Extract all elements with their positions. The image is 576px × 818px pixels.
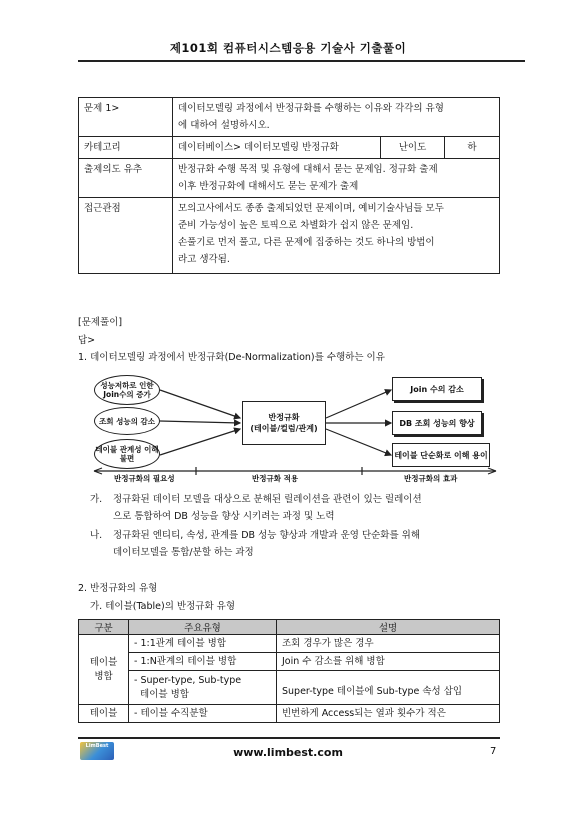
difficulty-value: 하 bbox=[445, 137, 500, 159]
approach-key: 접근관점 bbox=[79, 198, 173, 274]
denormalization-center-box bbox=[242, 401, 326, 445]
table-header-row bbox=[79, 620, 500, 635]
difficulty-label: 난이도 bbox=[381, 137, 445, 159]
arrow-left-3 bbox=[160, 429, 240, 455]
reason-marker: 나. bbox=[90, 530, 103, 541]
question-line: 에 대하여 설명하시오. bbox=[178, 120, 270, 131]
approach-row bbox=[79, 198, 500, 274]
question-key: 문제 1> bbox=[79, 98, 173, 137]
type-line: - Super-type, Sub-type bbox=[134, 674, 242, 686]
type-line: 테이블 병합 bbox=[134, 688, 189, 700]
column-header: 구분 bbox=[79, 620, 129, 635]
question-row bbox=[79, 98, 500, 137]
solution-heading: [문제풀이] bbox=[78, 317, 123, 328]
need-query-performance: 조회 성능의 감소 bbox=[94, 407, 160, 435]
reason-line: 정규화된 데이터 모델을 대상으로 분해된 릴레이션을 관련이 있는 릴레이션 bbox=[113, 494, 422, 505]
effect-table-simplification: 테이블 단순화로 이해 용이 bbox=[392, 443, 490, 467]
group-label: 테이블 bbox=[79, 705, 129, 723]
need-relation-understanding: 테이블 관계성 이해 불편 bbox=[94, 439, 160, 469]
effect-query-improvement: DB 조회 성능의 향상 bbox=[392, 411, 482, 435]
page-number: 7 bbox=[490, 746, 497, 757]
column-header: 설명 bbox=[277, 620, 500, 635]
center-subtitle: (테이블/컬럼/관계) bbox=[250, 424, 318, 433]
arrow-right-1 bbox=[326, 390, 391, 418]
table-denormalization-types bbox=[78, 619, 500, 723]
footer-url: www.limbest.com bbox=[233, 746, 343, 759]
approach-line: 라고 생각됨. bbox=[178, 254, 230, 265]
reason-text bbox=[113, 491, 422, 525]
denormalization-diagram bbox=[90, 373, 500, 485]
reason-line: 데이터모델을 통합/분할 하는 과정 bbox=[113, 547, 254, 558]
category-value: 데이터베이스> 데이터모델링 반정규화 bbox=[173, 137, 381, 159]
approach-value bbox=[173, 198, 500, 274]
group-label-line: 테이블 bbox=[89, 656, 118, 668]
arrow-left-2 bbox=[160, 421, 240, 423]
section1-title: 1. 데이터모델링 과정에서 반정규화(De-Normalization)를 수행하는 이유 bbox=[78, 352, 385, 363]
column-header: 주요유형 bbox=[129, 620, 277, 635]
reason-line: 으로 통합하여 DB 성능을 향상 시키려는 과정 및 노력 bbox=[113, 511, 335, 522]
section2-title: 2. 반정규화의 유형 bbox=[78, 583, 158, 594]
approach-line: 모의고사에서도 종종 출제되었던 문제이며, 예비기술사님들 모두 bbox=[178, 203, 444, 214]
desc-cell: Super-type 테이블에 Sub-type 속성 삽입 bbox=[277, 671, 500, 705]
approach-line: 손풀기로 먼저 풀고, 다른 문제에 집중하는 것도 하나의 방법이 bbox=[178, 237, 435, 248]
intent-value bbox=[173, 159, 500, 198]
section2-subtitle: 가. 테이블(Table)의 반정규화 유형 bbox=[90, 601, 236, 612]
arrow-right-3 bbox=[326, 429, 391, 455]
category-key: 카테고리 bbox=[79, 137, 173, 159]
label-apply: 반정규화 적용 bbox=[252, 474, 299, 483]
type-cell: - 1:N관계의 테이블 병합 bbox=[129, 653, 277, 671]
logo-text: LimBest bbox=[85, 743, 109, 749]
intent-key: 출제의도 유추 bbox=[79, 159, 173, 198]
need-join-increase: 성능저하로 인한 Join수의 증가 bbox=[94, 375, 160, 405]
desc-cell: 조회 경우가 많은 경우 bbox=[277, 635, 500, 653]
desc-cell: Join 수 감소를 위해 병합 bbox=[277, 653, 500, 671]
table-row bbox=[79, 653, 500, 671]
desc-cell: 빈번하게 Access되는 열과 횟수가 적은 bbox=[277, 705, 500, 723]
table-row bbox=[79, 671, 500, 705]
center-title: 반정규화 bbox=[268, 413, 300, 422]
header-divider bbox=[78, 60, 525, 62]
page-header-title: 제101회 컴퓨터시스템응용 기술사 기출풀이 bbox=[169, 41, 407, 55]
footer-divider bbox=[78, 737, 500, 739]
type-cell: - 테이블 수직분할 bbox=[129, 705, 277, 723]
label-effect: 반정규화의 효과 bbox=[404, 474, 458, 483]
category-row bbox=[79, 137, 500, 159]
intent-row bbox=[79, 159, 500, 198]
group-label bbox=[79, 635, 129, 705]
type-cell bbox=[129, 671, 277, 705]
table-row bbox=[79, 635, 500, 653]
approach-line: 준비 가능성이 높은 토픽으로 차별화가 쉽지 않은 문제임. bbox=[178, 220, 414, 231]
intent-line: 반정규화 수행 목적 및 유형에 대해서 묻는 문제임. 정규화 출제 bbox=[178, 164, 438, 175]
question-line: 데이터모델링 과정에서 반정규화를 수행하는 이유와 각각의 유형 bbox=[178, 103, 444, 114]
reason-text bbox=[113, 527, 420, 561]
reason-line: 정규화된 엔티티, 속성, 관계를 DB 성능 향상과 개발과 운영 단순화를 위해 bbox=[113, 530, 421, 541]
reason-marker: 가. bbox=[90, 494, 103, 505]
arrow-left-1 bbox=[160, 390, 240, 418]
group-label-line: 병합 bbox=[94, 670, 113, 682]
intent-line: 이후 반정규화에 대해서도 묻는 문제가 출제 bbox=[178, 181, 359, 192]
table-row bbox=[79, 705, 500, 723]
question-value bbox=[173, 98, 500, 137]
effect-join-decrease: Join 수의 감소 bbox=[392, 377, 482, 401]
answer-label: 답> bbox=[78, 335, 96, 346]
label-need: 반정규화의 필요성 bbox=[114, 474, 175, 483]
type-cell: - 1:1관계 테이블 병합 bbox=[129, 635, 277, 653]
question-info-table bbox=[78, 97, 500, 274]
